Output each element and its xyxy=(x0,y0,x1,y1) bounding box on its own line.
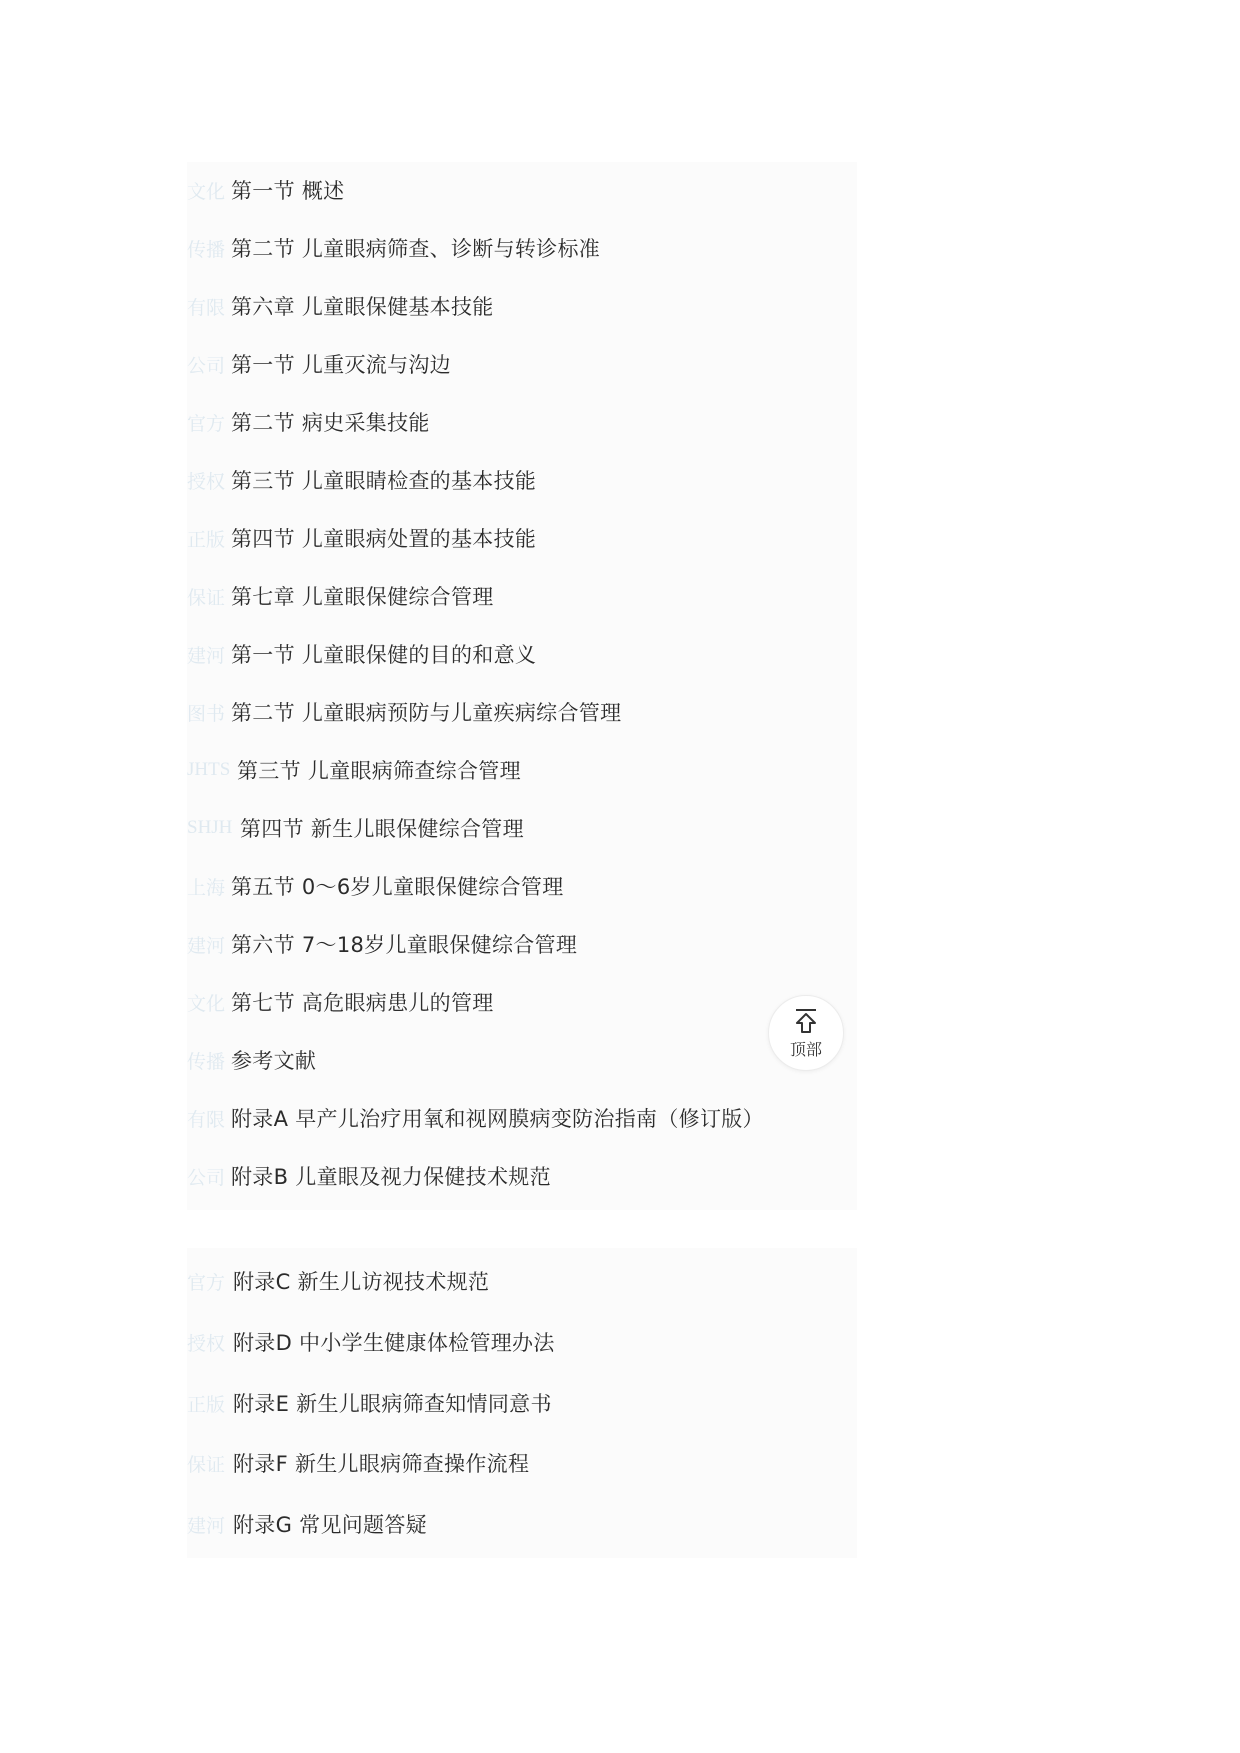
toc-item-label: 附录B 儿童眼及视力保健技术规范 xyxy=(231,1165,551,1189)
watermark: 文化 xyxy=(187,993,226,1015)
watermark: 官方 xyxy=(187,1272,226,1294)
watermark: 传播 xyxy=(187,239,226,261)
toc-item-label: 附录G 常见问题答疑 xyxy=(233,1513,427,1537)
arrow-up-to-top-icon xyxy=(792,1007,820,1035)
watermark: 授权 xyxy=(187,1333,226,1355)
toc-item-label: 附录E 新生儿眼病筛查知情同意书 xyxy=(233,1392,552,1416)
watermark: 公司 xyxy=(187,1167,226,1189)
toc-item[interactable] xyxy=(187,924,577,964)
toc-item[interactable] xyxy=(187,1040,316,1080)
toc-chapter[interactable] xyxy=(187,576,494,616)
toc-item[interactable] xyxy=(187,634,536,674)
toc-item-label: 第二节 儿童眼病预防与儿童疾病综合管理 xyxy=(231,701,622,725)
watermark: 正版 xyxy=(187,529,226,551)
toc-item-label: 第四节 新生儿眼保健综合管理 xyxy=(240,817,524,841)
toc-item-label: 第七节 高危眼病患儿的管理 xyxy=(231,991,494,1015)
toc-item[interactable] xyxy=(187,518,536,558)
toc-item[interactable] xyxy=(187,1156,551,1196)
toc-item-label: 参考文献 xyxy=(231,1049,317,1073)
watermark: 建河 xyxy=(187,935,226,957)
toc-item[interactable] xyxy=(187,402,430,442)
back-to-top-button[interactable] xyxy=(768,995,844,1071)
toc-item-label: 第六章 儿童眼保健基本技能 xyxy=(231,295,494,319)
toc-item[interactable] xyxy=(187,1383,552,1423)
toc-item-label: 第三节 儿童眼病筛查综合管理 xyxy=(237,759,521,783)
watermark: 上海 xyxy=(187,877,226,899)
watermark: 正版 xyxy=(187,1394,226,1416)
watermark: 建河 xyxy=(187,1515,226,1537)
toc-item-label: 附录A 早产儿治疗用氧和视网膜病变防治指南（修订版） xyxy=(231,1107,764,1131)
toc-item-label: 第二节 病史采集技能 xyxy=(231,411,430,435)
toc-item[interactable] xyxy=(187,866,564,906)
toc-item-label: 第六节 7～18岁儿童眼保健综合管理 xyxy=(231,933,578,957)
toc-item[interactable] xyxy=(187,228,600,268)
toc-item-label: 第一节 儿童眼保健的目的和意义 xyxy=(231,643,537,667)
toc-item[interactable] xyxy=(187,1443,529,1483)
watermark: 文化 xyxy=(187,181,226,203)
toc-item-label: 第三节 儿童眼睛检查的基本技能 xyxy=(231,469,537,493)
watermark: 官方 xyxy=(187,413,226,435)
toc-item[interactable] xyxy=(187,460,536,500)
toc-item-label: 第一节 概述 xyxy=(231,179,345,203)
toc-item-label: 第二节 儿童眼病筛查、诊断与转诊标准 xyxy=(231,237,601,261)
toc-item[interactable] xyxy=(187,750,521,790)
watermark: 传播 xyxy=(187,1051,226,1073)
toc-item[interactable] xyxy=(187,692,621,732)
toc-item-label: 第四节 儿童眼病处置的基本技能 xyxy=(231,527,537,551)
toc-item-label: 附录F 新生儿眼病筛查操作流程 xyxy=(233,1452,530,1476)
toc-item[interactable] xyxy=(187,1322,555,1362)
toc-item[interactable] xyxy=(187,1261,489,1301)
toc-item[interactable] xyxy=(187,1098,764,1138)
watermark: 有限 xyxy=(187,297,226,319)
watermark: 授权 xyxy=(187,471,226,493)
toc-item-label: 附录D 中小学生健康体检管理办法 xyxy=(233,1331,555,1355)
toc-item-label: 第一节 儿重灭流与沟边 xyxy=(231,353,451,377)
watermark: 图书 xyxy=(187,703,226,725)
toc-item[interactable] xyxy=(187,982,494,1022)
watermark: JHTS xyxy=(187,759,231,780)
toc-item[interactable] xyxy=(187,1504,427,1544)
watermark: 建河 xyxy=(187,645,226,667)
toc-item-label: 第七章 儿童眼保健综合管理 xyxy=(231,585,494,609)
watermark: 有限 xyxy=(187,1109,226,1131)
watermark: SHJH xyxy=(187,817,233,838)
back-to-top-label: 顶部 xyxy=(789,1039,822,1059)
toc-item-label: 附录C 新生儿访视技术规范 xyxy=(233,1270,490,1294)
watermark: 公司 xyxy=(187,355,226,377)
watermark: 保证 xyxy=(187,587,226,609)
toc-item-label: 第五节 0～6岁儿童眼保健综合管理 xyxy=(231,875,564,899)
toc-chapter[interactable] xyxy=(187,286,494,326)
toc-item[interactable] xyxy=(187,344,451,384)
toc-item[interactable] xyxy=(187,170,344,210)
watermark: 保证 xyxy=(187,1454,226,1476)
toc-item[interactable] xyxy=(187,808,524,848)
